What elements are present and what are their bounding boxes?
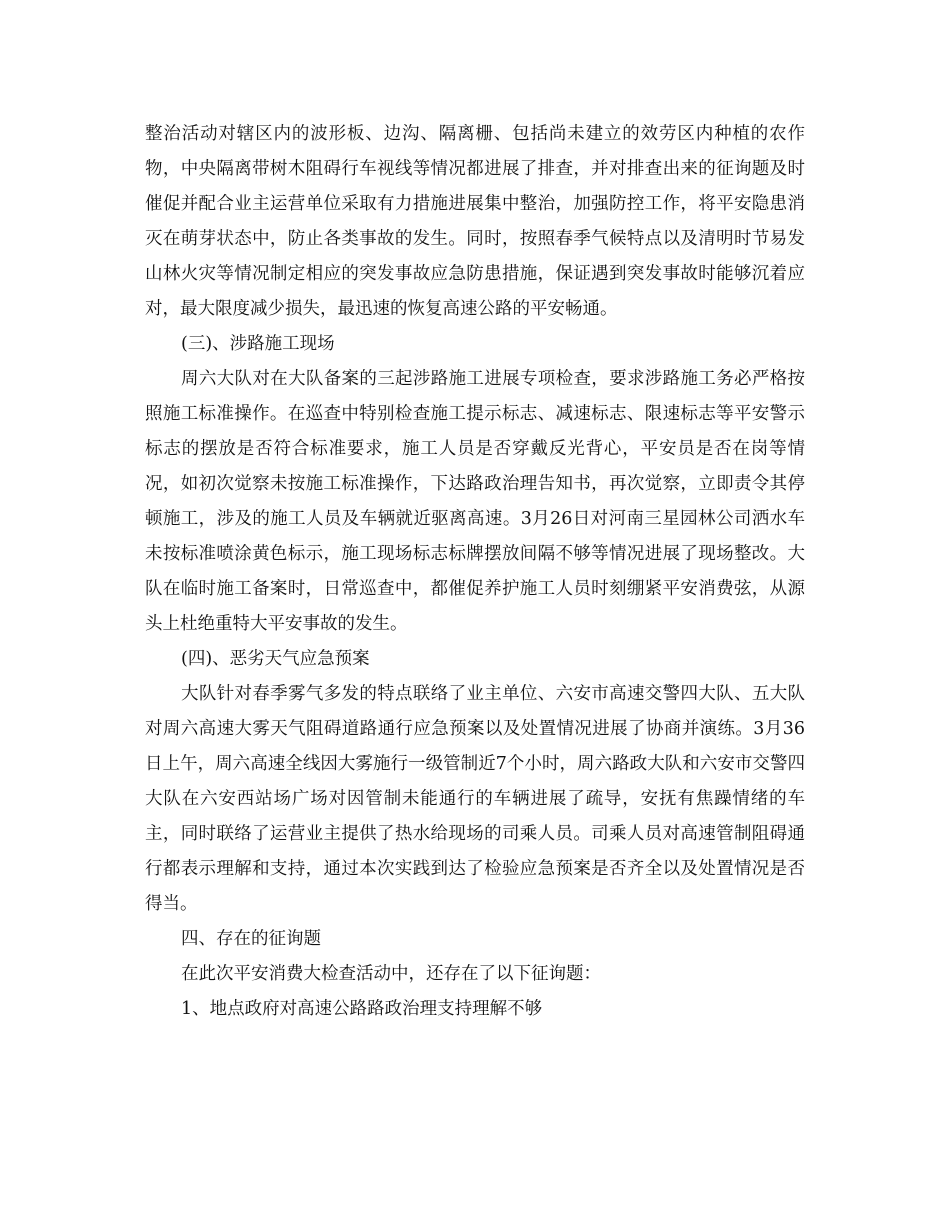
- section-heading-problems: 四、存在的征询题: [181, 929, 321, 949]
- body-paragraph-1: 整治活动对辖区内的波形板、边沟、隔离栅、包括尚未建立的效劳区内种植的农作物，中央隔离带树木阻碍行车视线等情况都进展了排查，并对排查出来的征询题及时催促并配合业主运营单位采取有力措施进展集中整治，加强防控工作，将平安隐患消灭在萌芽状态中，防止各类事故的发生。同时，按照春季气候特点以及清明时节易发山林火灾等情况制定相应的突发事故应急防患措施，保证遇到突发事故时能够沉着应对，最大限度减少损失，最迅速的恢复高速公路的平安畅通。: [145, 124, 805, 319]
- body-paragraph-problems-intro: 在此次平安消费大检查活动中，还存在了以下征询题：: [181, 964, 601, 984]
- section-heading-construction-site: (三)、涉路施工现场: [181, 334, 335, 354]
- section-heading-weather-plan: (四)、恶劣天气应急预案: [181, 649, 370, 669]
- body-paragraph-construction: 周六大队对在大队备案的三起涉路施工进展专项检查，要求涉路施工务必严格按照施工标准操作。在巡查中特别检查施工提示标志、减速标志、限速标志等平安警示标志的摆放是否符合标准要求，施工人员是否穿戴反光背心，平安员是否在岗等情况，如初次觉察未按施工标准操作，下达路政治理告知书，再次觉察，立即责令其停顿施工，涉及的施工人员及车辆就近驱离高速。3月26日对河南三星园林公司洒水车未按标准喷涂黄色标示，施工现场标志标牌摆放间隔不够等情况进展了现场整改。大队在临时施工备案时，日常巡查中，都催促养护施工人员时刻绷紧平安消费弦，从源头上杜绝重特大平安事故的发生。: [145, 369, 805, 634]
- body-paragraph-weather: 大队针对春季雾气多发的特点联络了业主单位、六安市高速交警四大队、五大队对周六高速大雾天气阻碍道路通行应急预案以及处置情况进展了协商并演练。3月36日上午，周六高速全线因大雾施行一级管制近7个小时，周六路政大队和六安市交警四大队在六安西站场广场对因管制未能通行的车辆进展了疏导，安抚有焦躁情绪的车主，同时联络了运营业主提供了热水给现场的司乘人员。司乘人员对高速管制阻碍通行都表示理解和支持，通过本次实践到达了检验应急预案是否齐全以及处置情况是否得当。: [145, 684, 805, 914]
- list-item-problem-1: 1、地点政府对高速公路路政治理支持理解不够: [181, 999, 543, 1019]
- document-body: [145, 117, 805, 1027]
